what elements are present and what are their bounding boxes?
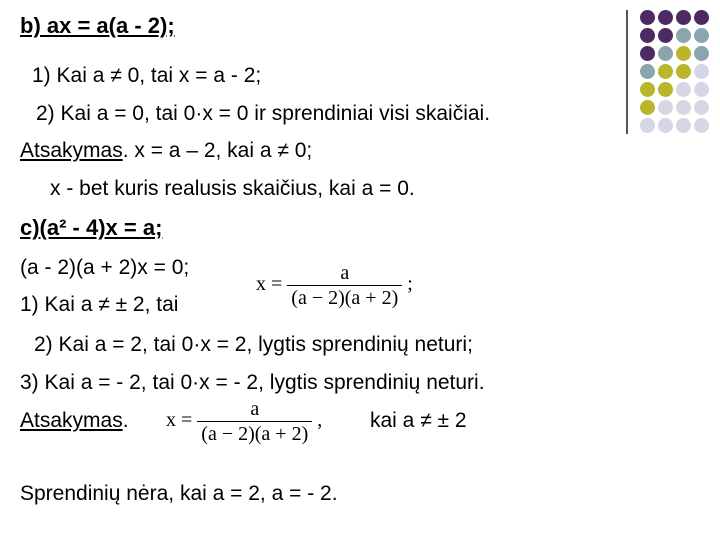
decor-dot bbox=[658, 82, 673, 97]
decor-dot bbox=[640, 118, 655, 133]
formula-1-suffix: ; bbox=[407, 273, 413, 296]
decor-dot bbox=[694, 46, 709, 61]
decor-dot bbox=[640, 64, 655, 79]
answer-b-rest: . x = a – 2, kai a ≠ 0; bbox=[122, 139, 313, 162]
decor-dot bbox=[658, 118, 673, 133]
decor-dot bbox=[694, 100, 709, 115]
answer-b bbox=[20, 139, 312, 163]
formula-1 bbox=[256, 262, 413, 309]
formula-1-lhs: x = bbox=[256, 273, 283, 296]
decor-dot bbox=[694, 118, 709, 133]
decor-dot bbox=[676, 64, 691, 79]
answer-label: Atsakymas bbox=[20, 139, 123, 162]
decor-dot bbox=[640, 28, 655, 43]
answer-c-label: Atsakymas bbox=[20, 409, 123, 432]
decor-dot bbox=[676, 10, 691, 25]
formula-2 bbox=[166, 398, 322, 445]
decor-dot bbox=[658, 28, 673, 43]
answer-c bbox=[20, 409, 129, 433]
formula-1-numerator: a bbox=[340, 262, 350, 284]
formula-2-suffix: , bbox=[317, 409, 323, 432]
heading-b: b) ax = a(a - 2); bbox=[20, 13, 175, 38]
formula-2-fraction bbox=[197, 398, 312, 445]
decor-dot bbox=[676, 82, 691, 97]
line-c2: 1) Kai a ≠ ± 2, tai bbox=[20, 293, 179, 316]
formula-2-denominator: (a − 2)(a + 2) bbox=[197, 421, 312, 445]
formula-1-fraction bbox=[287, 262, 402, 309]
decor-dot bbox=[676, 100, 691, 115]
decor-dot bbox=[676, 46, 691, 61]
line-final: Sprendinių nėra, kai a = 2, a = - 2. bbox=[20, 482, 338, 505]
decor-dot bbox=[658, 46, 673, 61]
line-b3: x - bet kuris realusis skaičius, kai a = 0. bbox=[50, 177, 415, 200]
decor-dot bbox=[676, 28, 691, 43]
decor-dot bbox=[658, 10, 673, 25]
decor-dot bbox=[640, 100, 655, 115]
decor-dot bbox=[694, 64, 709, 79]
decor-dot bbox=[694, 82, 709, 97]
decorative-dot-grid bbox=[626, 10, 720, 134]
answer-c-dot: . bbox=[122, 409, 129, 432]
decor-dot bbox=[658, 100, 673, 115]
heading-c: c)(a² - 4)x = a; bbox=[20, 215, 163, 240]
line-c4: 3) Kai a = - 2, tai 0·x = - 2, lygtis sprendinių neturi. bbox=[20, 371, 485, 394]
decor-dot bbox=[640, 82, 655, 97]
decor-dot bbox=[694, 10, 709, 25]
line-b2: 2) Kai a = 0, tai 0·x = 0 ir sprendiniai visi skaičiai. bbox=[36, 102, 491, 125]
decor-dot bbox=[640, 46, 655, 61]
decor-dot bbox=[658, 64, 673, 79]
line-b1: 1) Kai a ≠ 0, tai x = a - 2; bbox=[32, 64, 262, 87]
decor-dot bbox=[676, 118, 691, 133]
line-c3: 2) Kai a = 2, tai 0·x = 2, lygtis sprendinių neturi; bbox=[34, 333, 473, 356]
line-c1: (a - 2)(a + 2)x = 0; bbox=[20, 256, 190, 279]
answer-c-condition: kai a ≠ ± 2 bbox=[370, 409, 467, 432]
decor-dot bbox=[694, 28, 709, 43]
decor-dot bbox=[640, 10, 655, 25]
formula-2-numerator: a bbox=[250, 398, 260, 420]
formula-1-denominator: (a − 2)(a + 2) bbox=[287, 285, 402, 309]
formula-2-lhs: x = bbox=[166, 409, 193, 432]
